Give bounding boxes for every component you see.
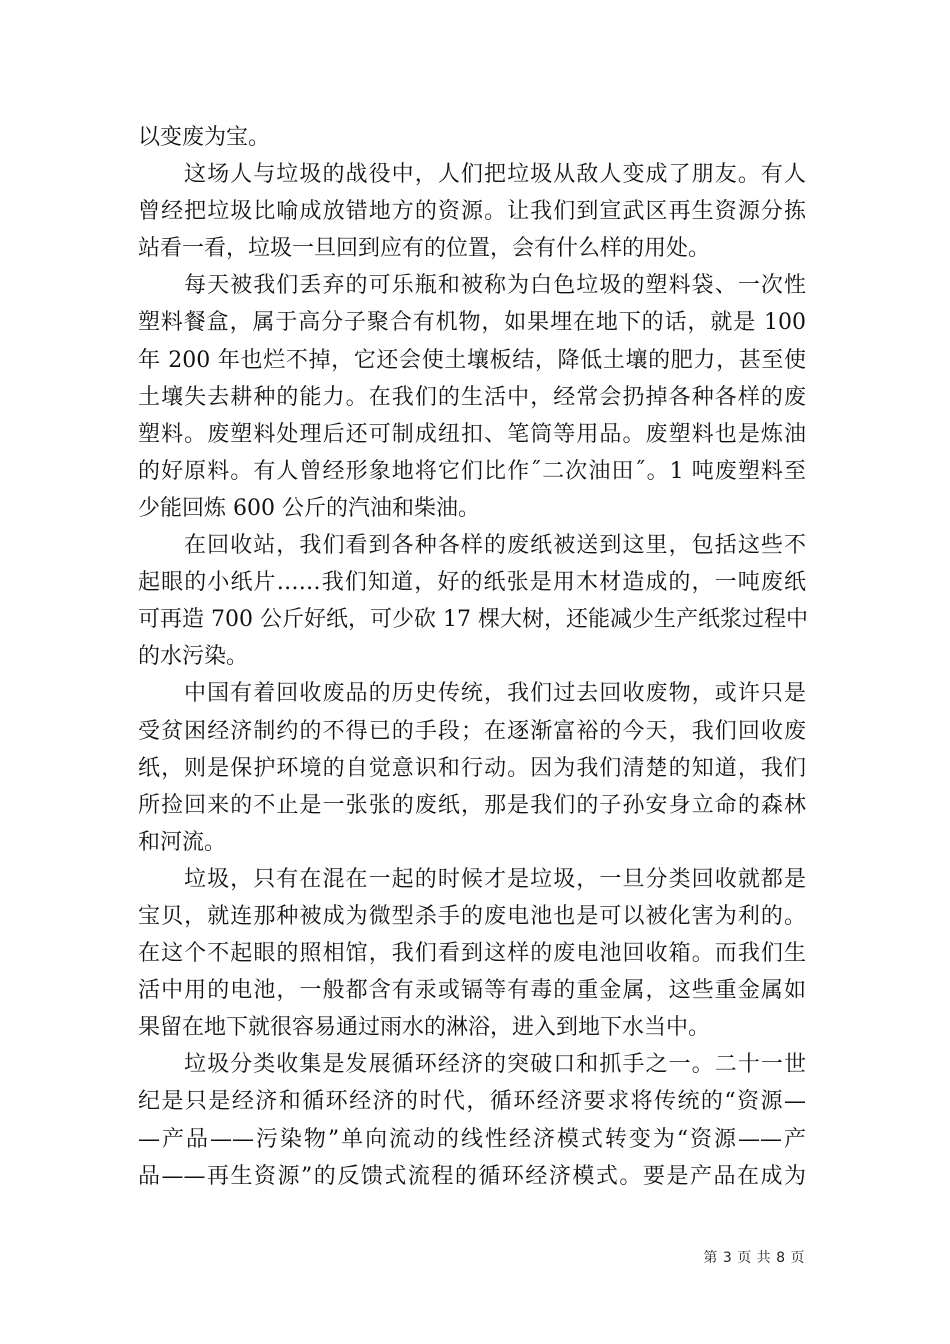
paragraph — [138, 156, 806, 267]
text-line: 和河流。 — [138, 829, 227, 855]
text-line: 在回收站，我们看到各种各样的废纸被送到这里，包括这些不 — [184, 533, 806, 559]
text-line: 曾经把垃圾比喻成放错地方的资源。让我们到宣武区再生资源分拣 — [138, 199, 806, 225]
text-line: 塑料。废塑料处理后还可制成纽扣、笔筒等用品。废塑料也是炼油 — [138, 421, 806, 447]
text-line: 宝贝，就连那种被成为微型杀手的废电池也是可以被化害为利的。 — [138, 903, 806, 929]
text-line: —产品——污染物”单向流动的线性经济模式转变为“资源——产 — [138, 1126, 806, 1152]
text-line: 品——再生资源”的反馈式流程的循环经济模式。要是产品在成为 — [138, 1163, 806, 1189]
text-line: 纪是只是经济和循环经济的时代，循环经济要求将传统的“资源— — [138, 1089, 806, 1115]
text-line: 垃圾分类收集是发展循环经济的突破口和抓手之一。二十一世 — [184, 1052, 806, 1078]
text-line: 站看一看，垃圾一旦回到应有的位置，会有什么样的用处。 — [138, 236, 711, 262]
text-line: 纸，则是保护环境的自觉意识和行动。因为我们清楚的知道，我们 — [138, 755, 806, 781]
text-line: 这场人与垃圾的战役中，人们把垃圾从敌人变成了朋友。有人 — [184, 162, 806, 188]
text-line: 垃圾，只有在混在一起的时候才是垃圾，一旦分类回收就都是 — [184, 866, 806, 892]
text-line: 活中用的电池，一般都含有汞或镉等有毒的重金属，这些重金属如 — [138, 978, 806, 1004]
text-line: 可再造 700 公斤好纸，可少砍 17 棵大树，还能减少生产纸浆过程中 — [138, 607, 808, 633]
text-line: 年 200 年也烂不掉，它还会使土壤板结，降低土壤的肥力，甚至使 — [138, 347, 806, 373]
text-line: 受贫困经济制约的不得已的手段；在逐渐富裕的今天，我们回收废 — [138, 718, 806, 744]
text-line: 少能回炼 600 公斤的汽油和柴油。 — [138, 495, 480, 521]
text-line: 中国有着回收废品的历史传统，我们过去回收废物，或许只是 — [184, 681, 806, 707]
text-line: 在这个不起眼的照相馆，我们看到这样的废电池回收箱。而我们生 — [138, 941, 806, 967]
paragraph — [138, 1046, 806, 1194]
paragraph — [138, 861, 806, 1046]
text-line: 每天被我们丢弃的可乐瓶和被称为白色垃圾的塑料袋、一次性 — [184, 273, 806, 299]
text-line: 土壤失去耕种的能力。在我们的生活中，经常会扔掉各种各样的废 — [138, 384, 806, 410]
text-line: 的水污染。 — [138, 644, 249, 670]
paragraph — [138, 267, 806, 527]
page-number: 第 3 页 共 8 页 — [703, 1250, 805, 1266]
text-line: 果留在地下就很容易通过雨水的淋浴，进入到地下水当中。 — [138, 1015, 711, 1041]
paragraph — [138, 675, 806, 860]
text-line: 所捡回来的不止是一张张的废纸，那是我们的子孙安身立命的森林 — [138, 792, 806, 818]
text-line: 以变废为宝。 — [138, 125, 271, 150]
document-body — [138, 119, 806, 1195]
paragraph — [138, 119, 806, 156]
text-line: 的好原料。有人曾经形象地将它们比作˝二次油田˝。1 吨废塑料至 — [138, 458, 806, 484]
text-line: 塑料餐盒，属于高分子聚合有机物，如果埋在地下的话，就是 100 — [138, 310, 806, 336]
paragraph — [138, 527, 806, 675]
text-line: 起眼的小纸片……我们知道，好的纸张是用木材造成的，一吨废纸 — [138, 570, 806, 596]
